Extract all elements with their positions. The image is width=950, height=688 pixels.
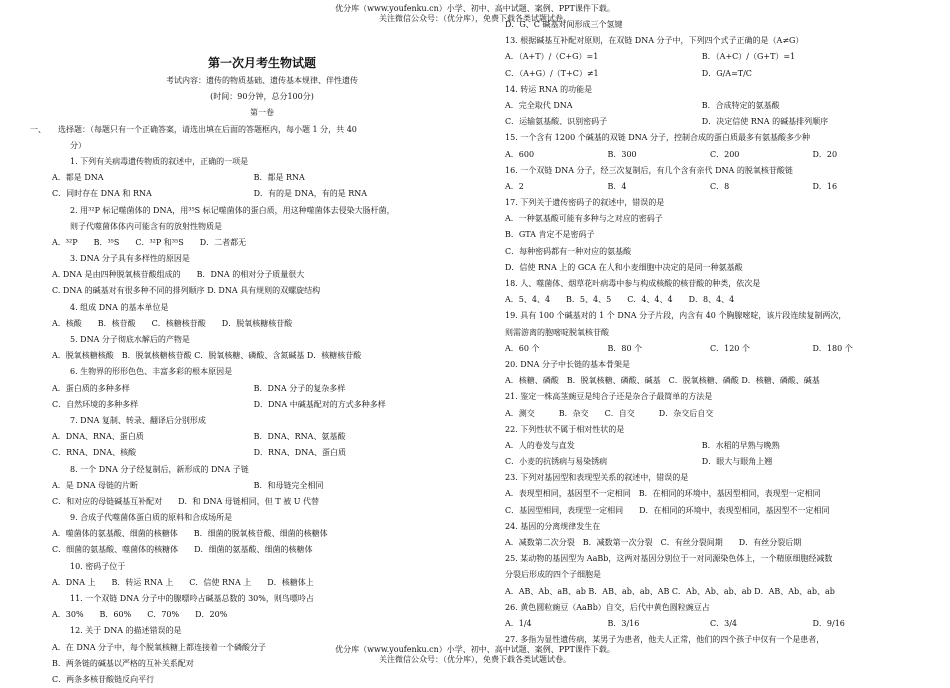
answer-options-line bbox=[505, 438, 915, 454]
question-line: 11. 一个双链 DNA 分子中的腺嘌呤占碱基总数的 30%，则鸟嘌呤占 bbox=[70, 594, 314, 603]
left-column bbox=[30, 55, 472, 688]
question-line: 13. 根据碱基互补配对原则，在双链 DNA 分子中，下列四个式子正确的是（A≠G） bbox=[505, 36, 804, 46]
answer-option: D．180 个 bbox=[812, 343, 853, 353]
answer-options-line bbox=[505, 616, 915, 632]
answer-option: A．DNA、RNA、蛋白质 bbox=[52, 432, 144, 442]
right-column bbox=[505, 17, 915, 648]
answer-option: A．都是 DNA bbox=[52, 173, 104, 183]
answer-option: D．16 bbox=[812, 181, 838, 191]
question-line: 19. 具有 100 个碱基对的 1 个 DNA 分子片段，内含有 40 个胸腺嘧啶，该片段连续复制两次， bbox=[505, 311, 847, 321]
page-footer bbox=[0, 645, 950, 665]
question-line: C．和对应的母链碱基互补配对 D．和 DNA 母链相同，但 T 被 U 代替 bbox=[52, 496, 320, 506]
answer-option: A．2 bbox=[505, 181, 524, 191]
section-heading: 一、 选择题：（每题只有一个正确答案，请选出填在后面的答题框内，每小题 1 分，共 40 bbox=[30, 124, 357, 134]
answer-option: C．自然环境的多种多样 bbox=[52, 399, 139, 409]
question-line: A．表现型相同，基因型不一定相同 B．在相同的环境中，基因型相同，表现型一定相同 bbox=[505, 489, 821, 499]
question-line: 9. 合成子代噬菌体蛋白质的原料和合成场所是 bbox=[70, 513, 233, 523]
question-line: 7. DNA 复制、转录、翻译后分别形成 bbox=[70, 415, 206, 425]
answer-option: B．（A+C）/（G+T）=1 bbox=[701, 52, 796, 62]
answer-option: A．1/4 bbox=[505, 618, 532, 628]
exam-time: (时间：90分钟，总分100分) bbox=[210, 92, 314, 102]
answer-option: C．120 个 bbox=[710, 343, 750, 353]
question-line: C. DNA 的碱基对有很多种不同的排列顺序 D. DNA 具有规则的双螺旋结构 bbox=[52, 286, 321, 296]
answer-option: A．蛋白质的多种多样 bbox=[52, 383, 130, 393]
question-line: B．GTA 肯定不是密码子 bbox=[505, 230, 595, 240]
answer-options-line bbox=[52, 445, 472, 461]
question-line: A．核酸 B．核苷酸 C．核糖核苷酸 D．脱氧核糖核苷酸 bbox=[52, 318, 293, 328]
question-line: 26. 黄色圆粒豌豆（AaBb）自交，后代中黄色圆粒豌豆占 bbox=[505, 602, 710, 612]
question-line: 17. 下列关于遗传密码子的叙述中，错误的是 bbox=[505, 198, 665, 208]
answer-option: A．（A+T）/（C+G）=1 bbox=[505, 52, 599, 62]
question-line: 5. DNA 分子彻底水解后的产物是 bbox=[70, 335, 190, 344]
question-line: 12. 关于 DNA 的描述错误的是 bbox=[70, 626, 182, 636]
question-line: A．脱氧核糖核酸 B．脱氧核糖核苷酸 C．脱氧核糖、磷酸、含氮碱基 D．核糖核苷酸 bbox=[52, 351, 362, 361]
question-line: A．³²P B．³⁵S C．³²P 和³⁵S D．二者都无 bbox=[52, 237, 247, 247]
answer-option: A．600 bbox=[505, 149, 535, 159]
answer-option: B．合成特定的氨基酸 bbox=[701, 100, 780, 110]
answer-options-line bbox=[505, 66, 915, 82]
answer-option: C．运输氨基酸、识别密码子 bbox=[505, 117, 608, 127]
answer-options-line bbox=[505, 114, 915, 130]
answer-option: B．80 个 bbox=[607, 343, 643, 353]
question-line: C．细菌的氨基酸、噬菌体的核糖体 D．细菌的氨基酸、细菌的核糖体 bbox=[52, 545, 313, 555]
answer-options-line bbox=[505, 341, 915, 357]
answer-options-line bbox=[52, 170, 472, 186]
answer-options-line bbox=[505, 98, 915, 114]
footer-line-1: 优分库（www.youfenku.cn）小学、初中、高中试题、案例、PPT课件下载。 bbox=[335, 645, 615, 654]
question-line: 3. DNA 分子具有多样性的原因是 bbox=[70, 254, 190, 264]
answer-options-line bbox=[52, 397, 472, 413]
answer-option: D．RNA、DNA、蛋白质 bbox=[253, 448, 346, 458]
question-line: 15. 一个含有 1200 个碱基的双链 DNA 分子，控制合成的蛋白质最多有氨基酸多少种 bbox=[505, 133, 810, 143]
answer-option: D．DNA 中碱基配对的方式多种多样 bbox=[253, 399, 386, 409]
question-line: C．两条多核苷酸链反向平行 bbox=[52, 674, 155, 684]
question-line: A．DNA 上 B．转运 RNA 上 C．信使 RNA 上 D．核糖体上 bbox=[52, 577, 314, 587]
exam-volume: 第一卷 bbox=[250, 108, 274, 118]
answer-option: D．9/16 bbox=[812, 618, 845, 628]
question-line: A．噬菌体的氨基酸、细菌的核糖体 B．细菌的脱氧核苷酸、细菌的核糖体 bbox=[52, 529, 328, 539]
answer-option: D．决定信使 RNA 的碱基排列顺序 bbox=[701, 117, 829, 127]
left-question-list bbox=[52, 154, 472, 688]
answer-option: B．4 bbox=[607, 181, 627, 191]
question-line: A．AB、Ab、aB、ab B．AB、ab、ab、AB C．Ab、Ab、ab、ab D．AB、Ab、ab、ab bbox=[505, 586, 835, 596]
answer-option: D．G/A=T/C bbox=[701, 68, 752, 78]
question-line: 分裂后形成的四个子细胞是 bbox=[505, 570, 601, 580]
right-question-list bbox=[505, 17, 915, 648]
answer-option: B．DNA 分子的复杂多样 bbox=[253, 383, 346, 393]
answer-option: C．同时存在 DNA 和 RNA bbox=[52, 189, 152, 199]
answer-option: B．都是 RNA bbox=[253, 173, 305, 183]
exam-content: 考试内容：遗传的物质基础、遗传基本规律、伴性遗传 bbox=[166, 76, 358, 85]
question-line: 25. 某动物的基因型为 AaBb，这两对基因分别位于一对同源染色体上，一个精原细胞经减数 bbox=[505, 554, 833, 564]
question-line: D．G、C 碱基对间形成三个氢键 bbox=[505, 20, 623, 29]
question-line: 22. 下列性状不属于相对性状的是 bbox=[505, 424, 625, 434]
answer-options-line bbox=[505, 179, 915, 195]
section-heading-cont: 分） bbox=[70, 140, 86, 150]
question-line: B．两条链的碱基以严格的互补关系配对 bbox=[52, 658, 194, 668]
footer-line-2: 关注微信公众号：（优分库），免费下载各类试题试卷。 bbox=[379, 655, 571, 664]
answer-option: C．8 bbox=[710, 181, 730, 191]
answer-options-line bbox=[52, 381, 472, 397]
question-line: 23. 下列对基因型和表现型关系的叙述中，错误的是 bbox=[505, 473, 689, 483]
answer-option: B．300 bbox=[607, 149, 637, 159]
answer-option: A．60 个 bbox=[505, 343, 540, 353]
answer-option: C．RNA、DNA、核酸 bbox=[52, 448, 137, 458]
answer-options-line bbox=[52, 186, 472, 202]
question-line: 16. 一个双链 DNA 分子，经三次复制后，有几个含有亲代 DNA 的脱氧核苷酸链 bbox=[505, 165, 793, 175]
answer-option: B．和母链完全相同 bbox=[253, 480, 324, 490]
answer-option: C．小麦的抗锈病与易染锈病 bbox=[505, 457, 608, 467]
answer-option: D．有的是 DNA，有的是 RNA bbox=[253, 189, 368, 199]
question-line: 1. 下列有关病毒遗传物质的叙述中，正确的一项是 bbox=[70, 156, 249, 166]
header-line-2: 关注微信公众号：（优分库），免费下载各类试题试卷。 bbox=[379, 14, 571, 23]
question-line: 则需游离的胞嘧啶脱氧核苷酸 bbox=[505, 327, 609, 337]
question-line: A．核糖、磷酸 B．脱氧核糖、磷酸、碱基 C．脱氧核糖、磷酸 D．核糖、磷酸、碱基 bbox=[505, 376, 820, 386]
answer-option: A．是 DNA 母链的片断 bbox=[52, 480, 139, 490]
question-line: 4. 组成 DNA 的基本单位是 bbox=[70, 302, 169, 312]
question-line: 14. 转运 RNA 的功能是 bbox=[505, 84, 593, 94]
question-line: 2. 用³²P 标记噬菌体的 DNA，用³⁵S 标记噬菌体的蛋白质，用这种噬菌体去侵染大肠杆菌， bbox=[70, 205, 395, 215]
header-line-1: 优分库（www.youfenku.cn）小学、初中、高中试题、案例、PPT课件下载。 bbox=[335, 4, 615, 13]
answer-options-line bbox=[505, 454, 915, 470]
question-line: A. DNA 是由四种脱氧核苷酸组成的 B．DNA 的相对分子质量很大 bbox=[52, 270, 305, 280]
question-line: 则子代噬菌体体内可能含有的放射性物质是 bbox=[70, 221, 222, 231]
answer-options-line bbox=[505, 49, 915, 65]
question-line: 10. 密码子位于 bbox=[70, 561, 126, 571]
answer-options-line bbox=[52, 429, 472, 445]
question-line: A．在 DNA 分子中，每个脱氧核糖上都连接着一个磷酸分子 bbox=[52, 642, 267, 652]
answer-option: C．200 bbox=[710, 149, 740, 159]
question-line: 27. 多指为显性遗传病，某男子为患者，他夫人正常，他们的四个孩子中仅有一个是患者， bbox=[505, 635, 825, 645]
answer-option: A．完全取代 DNA bbox=[505, 100, 573, 110]
question-line: 20. DNA 分子中长链的基本骨架是 bbox=[505, 359, 630, 369]
answer-option: B．3/16 bbox=[607, 618, 640, 628]
question-line: D．信使 RNA 上的 GCA 在人和小麦细胞中决定的是同一种氨基酸 bbox=[505, 262, 743, 272]
answer-option: D．眼大与眼角上翘 bbox=[701, 457, 773, 467]
question-line: 8. 一个 DNA 分子经复制后，新形成的 DNA 子链 bbox=[70, 464, 249, 474]
question-line: A．测交 B．杂交 C．自交 D．杂交后自交 bbox=[505, 408, 714, 418]
answer-option: C．（A+G）/（T+C）≠1 bbox=[505, 68, 599, 78]
answer-option: D．20 bbox=[812, 149, 838, 159]
question-line: 21. 鉴定一株高茎豌豆是纯合子还是杂合子最简单的方法是 bbox=[505, 392, 713, 402]
question-line: A．一种氨基酸可能有多种与之对应的密码子 bbox=[505, 214, 663, 224]
answer-options-line bbox=[505, 147, 915, 163]
answer-option: B．水稻的早熟与晚熟 bbox=[701, 440, 780, 450]
answer-options-line bbox=[52, 478, 472, 494]
question-line: C．基因型相同，表现型一定相同 D．在相同的环境中，表现型相同，基因型不一定相同 bbox=[505, 505, 830, 515]
question-line: 24. 基因的分离规律发生在 bbox=[505, 521, 601, 531]
exam-title: 第一次月考生物试题 bbox=[207, 56, 316, 70]
question-line: 18. 人、噬菌体、烟草花叶病毒中参与构成核酸的核苷酸的种类，依次是 bbox=[505, 279, 761, 288]
answer-option: B．DNA、RNA、氨基酸 bbox=[253, 432, 346, 442]
question-line: C．每种密码都有一种对应的氨基酸 bbox=[505, 246, 632, 256]
question-line: 6. 生物界的形形色色、丰富多彩的根本原因是 bbox=[70, 367, 233, 377]
question-line: A．5、4、4 B．5、4、5 C．4、4、4 D．8、4、4 bbox=[505, 295, 735, 305]
answer-option: C．3/4 bbox=[710, 618, 737, 628]
answer-option: A．人的卷发与直发 bbox=[505, 440, 575, 450]
question-line: A．30% B．60% C．70% D．20% bbox=[52, 610, 228, 620]
question-line: A．减数第二次分裂 B．减数第一次分裂 C．有丝分裂间期 D．有丝分裂后期 bbox=[505, 538, 802, 547]
